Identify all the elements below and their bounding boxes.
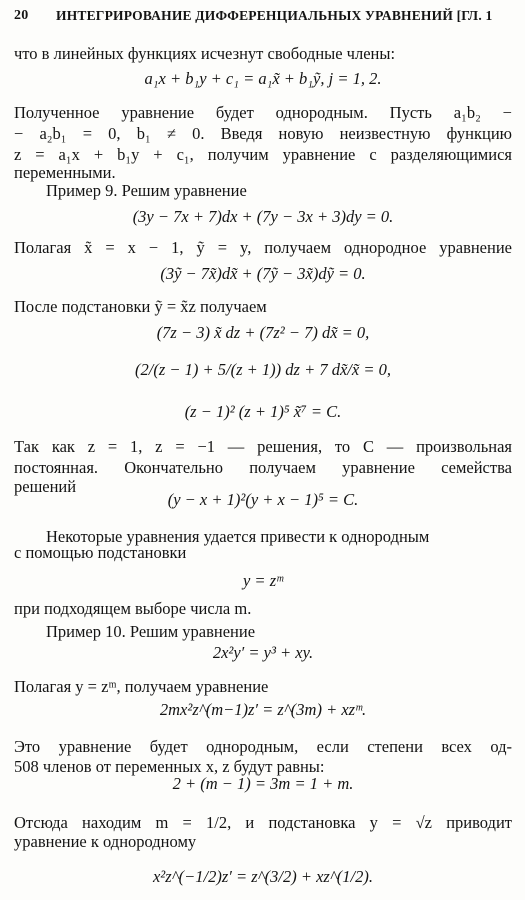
- text-line: Так как z = 1, z = −1 — решения, то C — произвольная: [14, 437, 512, 456]
- text-line: После подстановки ỹ = x̃z получаем: [14, 297, 267, 316]
- page-number: 20: [14, 8, 29, 23]
- running-title: ИНТЕГРИРОВАНИЕ ДИФФЕРЕНЦИАЛЬНЫХ УРАВНЕНИЙ [ГЛ. 1: [56, 8, 493, 23]
- formula: 2 + (m − 1) = 3m = 1 + m.: [172, 774, 354, 793]
- example-heading: Пример 9. Решим уравнение: [46, 181, 247, 200]
- formula: (2/(z − 1) + 5/(z + 1)) dz + 7 dx̃/x̃ = 0,: [135, 360, 391, 379]
- formula: y = zᵐ: [242, 571, 283, 590]
- formula: (3ỹ − 7x̃)dx̃ + (7ỹ − 3x̃)dỹ = 0.: [160, 264, 366, 283]
- text-line: при подходящем выборе числа m.: [14, 599, 252, 618]
- text-line: решений: [14, 477, 77, 496]
- text-line: что в линейных функциях исчезнут свободные члены:: [14, 44, 396, 63]
- text-line: Полагая x̃ = x − 1, ỹ = y, получаем однородное уравнение: [14, 238, 512, 257]
- formula: 2mx²z^(m−1)z′ = z^(3m) + xzᵐ.: [159, 700, 367, 719]
- text-line: − a₂b₁ = 0, b₁ ≠ 0. Введя новую неизвестную функцию: [14, 124, 512, 143]
- text-line: постоянная. Окончательно получаем уравнение семейства: [14, 458, 512, 477]
- formula: (z − 1)² (z + 1)⁵ x̃⁷ = C.: [184, 402, 342, 421]
- formula: (y − x + 1)²(y + x − 1)⁵ = C.: [167, 490, 359, 509]
- text-line: Полагая y = zᵐ, получаем уравнение: [14, 677, 269, 696]
- text-line: Полученное уравнение будет однородным. Пусть a₁b₂ −: [14, 103, 512, 122]
- formula: 2x²y′ = y³ + xy.: [212, 643, 314, 662]
- formula: (7z − 3) x̃ dz + (7z² − 7) dx̃ = 0,: [156, 323, 370, 342]
- text-line: уравнение к однородному: [14, 832, 197, 851]
- running-header: [14, 8, 512, 28]
- text-line: с помощью подстановки: [14, 543, 187, 562]
- text-line: Некоторые уравнения удается привести к однородным: [46, 527, 430, 546]
- formula: x²z^(−1/2)z′ = z^(3/2) + xz^(1/2).: [152, 867, 374, 886]
- text-line: Это уравнение будет однородным, если степени всех од-: [14, 737, 512, 756]
- example-heading: Пример 10. Решим уравнение: [46, 622, 256, 641]
- text-line: Отсюда находим m = 1/2, и подстановка y = √z приводит: [14, 813, 512, 832]
- formula: a₁x + b₁y + c₁ = a₁x̃ + b₁ỹ, j = 1, 2.: [144, 69, 382, 88]
- text-line: z = a₁x + b₁y + c₁, получим уравнение с разделяющимися: [14, 145, 512, 164]
- text-line: 508 членов от переменных x, z будут равны:: [14, 757, 325, 776]
- formula: (3y − 7x + 7)dx + (7y − 3x + 3)dy = 0.: [132, 207, 394, 226]
- text-line: переменными.: [14, 163, 116, 182]
